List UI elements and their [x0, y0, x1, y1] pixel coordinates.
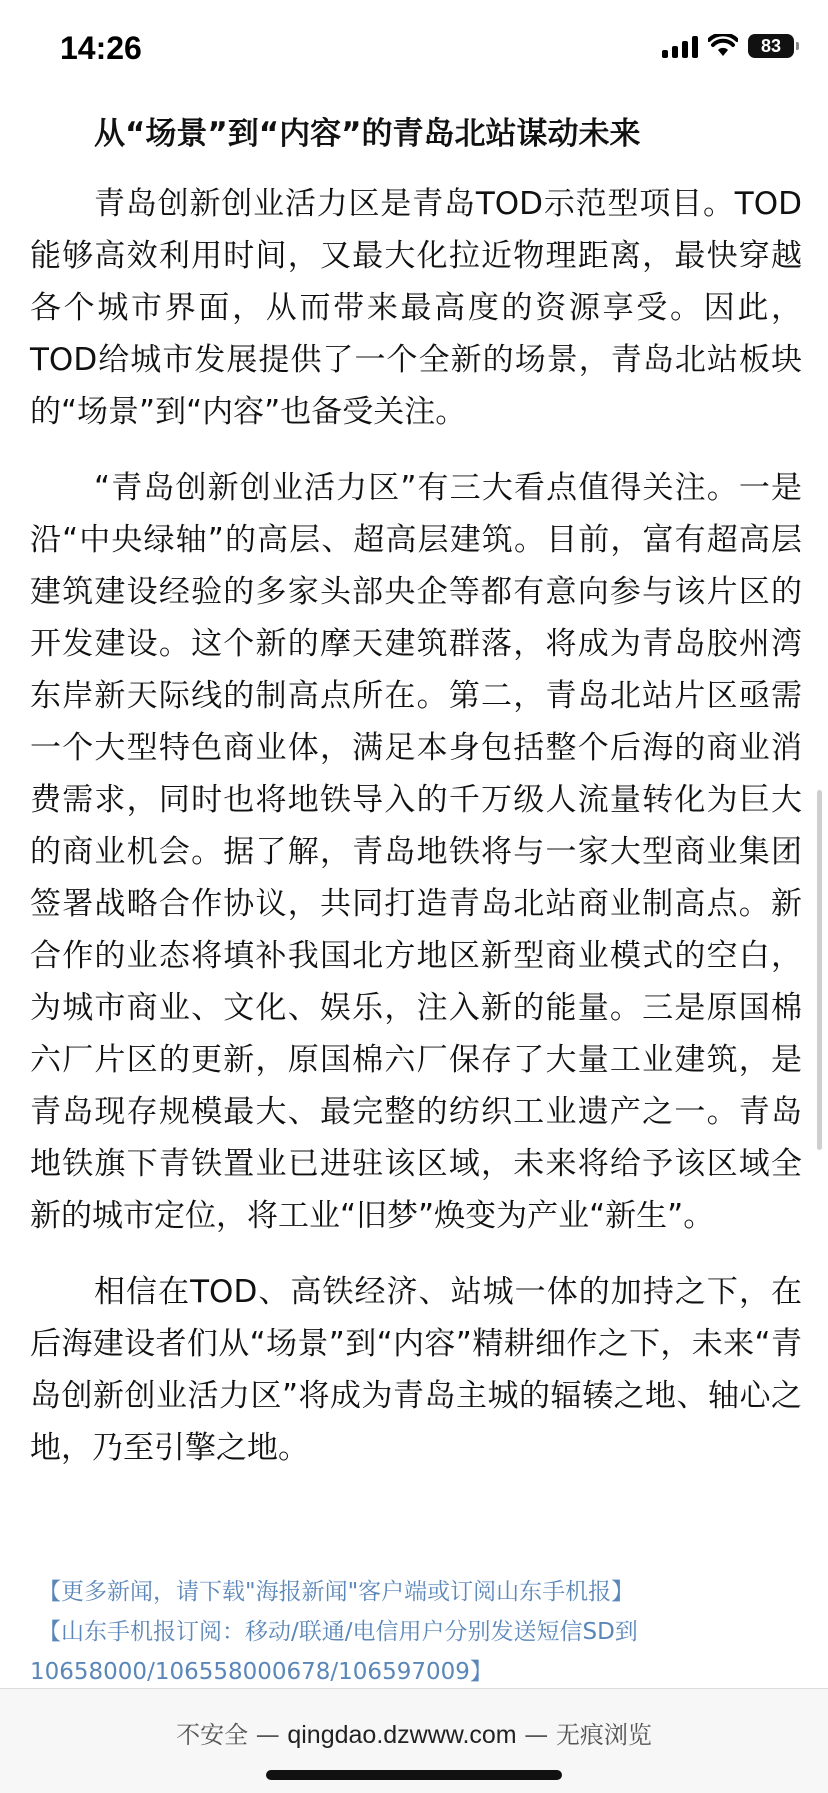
- subscribe-numbers-link[interactable]: 10658000/106558000678/106597009】: [30, 1659, 493, 1685]
- url-display[interactable]: [0, 1715, 828, 1750]
- wifi-icon: [708, 34, 738, 58]
- article-heading: 从“场景”到“内容”的青岛北站谋动未来: [94, 116, 641, 152]
- download-app-link[interactable]: 【更多新闻，请下载"海报新闻"客户端或订阅山东手机报】: [38, 1579, 635, 1605]
- scrollbar[interactable]: [817, 790, 822, 1150]
- cellular-signal-icon: [662, 34, 698, 58]
- subscribe-link[interactable]: 【山东手机报订阅：移动/联通/电信用户分别发送短信SD到: [38, 1619, 638, 1645]
- article-paragraph: “青岛创新创业活力区”有三大看点值得关注。一是沿“中央绿轴”的高层、超高层建筑。目前，富有超高层建筑建设经验的多家头部央企等都有意向参与该片区的开发建设。这个新的摩天建筑群落，将成为青岛胶州湾东岸新天际线的制高点所在。第二，青岛北站片区亟需一个大型特色商业体，满足本身包括整个后海的商业消费需求，同时也将地铁导入的千万级人流量转化为巨大的商业机会。据了解，青岛地铁将与一家大型商业集团签署战略合作协议，共同打造青岛北站商业制高点。新合作的业态将填补我国北方地区新型商业模式的空白，为城市商业、文化、娱乐，注入新的能量。三是原国棉六厂片区的更新，原国棉六厂保存了大量工业建筑，是青岛现存规模最大、最完整的纺织工业遗产之一。青岛地铁旗下青铁置业已进驻该区域，未来将给予该区域全新的城市定位，将工业“旧梦”焕变为产业“新生”。: [30, 470, 802, 1234]
- status-time: 14:26: [60, 30, 142, 66]
- private-mode-label: — 无痕浏览: [516, 1721, 652, 1749]
- url-host: qingdao.dzwww.com: [287, 1721, 517, 1749]
- home-indicator[interactable]: [266, 1770, 562, 1780]
- battery-level: 83: [760, 35, 782, 56]
- footer-links: [30, 1572, 802, 1692]
- security-label: 不安全 —: [176, 1721, 288, 1749]
- battery-icon: [748, 34, 794, 58]
- article-paragraph: 青岛创新创业活力区是青岛TOD示范型项目。TOD能够高效利用时间，又最大化拉近物理距离，最快穿越各个城市界面，从而带来最高度的资源享受。因此，TOD给城市发展提供了一个全新的场景，青岛北站板块的“场景”到“内容”也备受关注。: [30, 186, 802, 430]
- status-icons: [662, 34, 794, 58]
- article-paragraph: 相信在TOD、高铁经济、站城一体的加持之下，在后海建设者们从“场景”到“内容”精耕细作之下，未来“青岛创新创业活力区”将成为青岛主城的辐辏之地、轴心之地，乃至引擎之地。: [30, 1274, 802, 1466]
- article-body: [30, 108, 802, 1498]
- status-bar: [0, 0, 828, 100]
